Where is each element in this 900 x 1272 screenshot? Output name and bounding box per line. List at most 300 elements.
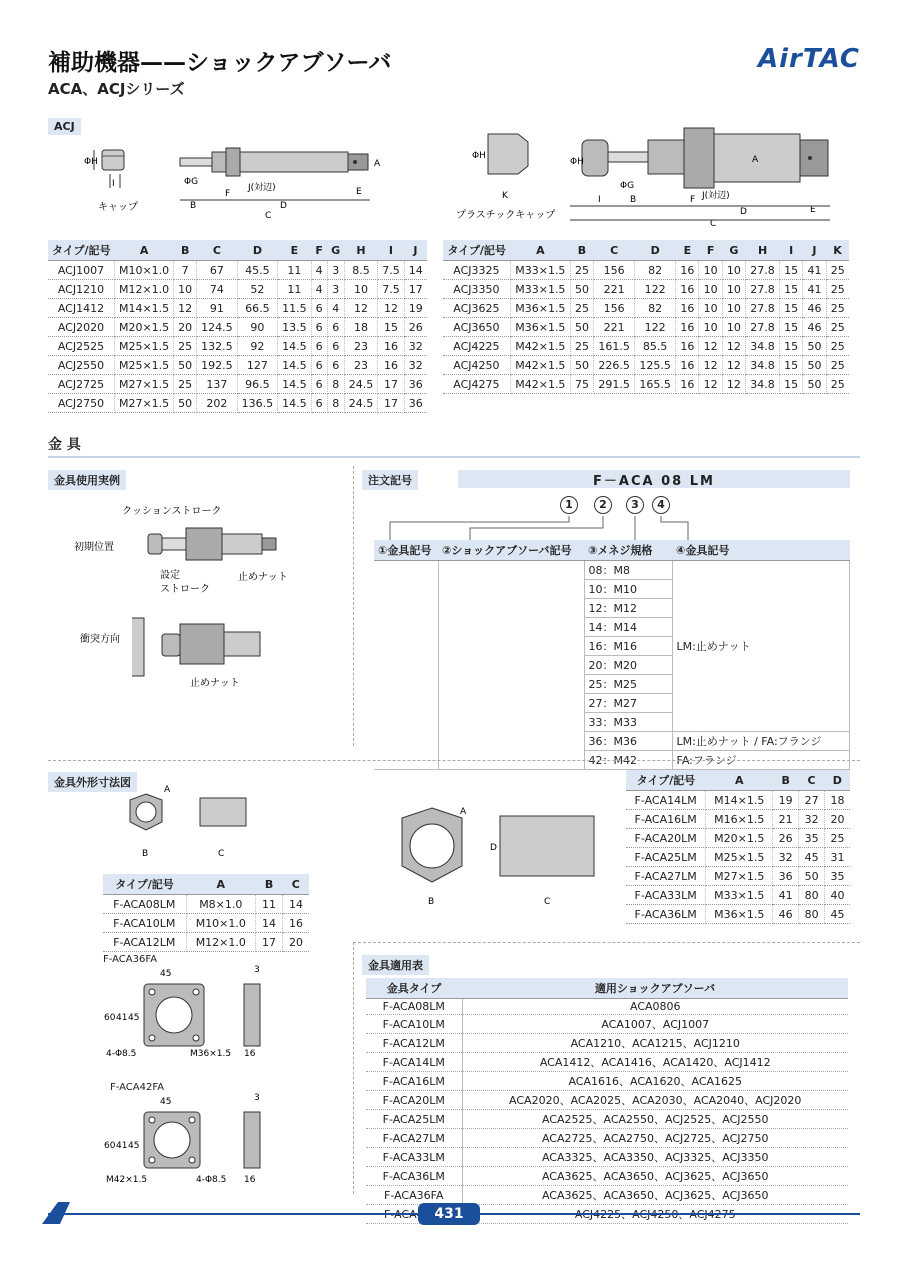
table-cell: 24.5 — [344, 375, 378, 394]
table-cell: 14.5 — [278, 394, 312, 413]
d1-a: A — [374, 159, 381, 169]
thread-spec-cell: 36：M36 — [584, 732, 672, 751]
table-cell: 12 — [699, 337, 722, 356]
table-cell: M27×1.5 — [706, 867, 773, 886]
col-header: タイプ/記号 — [626, 770, 706, 791]
table-row — [48, 280, 427, 299]
table-cell: 35 — [825, 867, 850, 886]
table-cell: 25 — [826, 375, 849, 394]
table-cell: 6 — [311, 299, 327, 318]
table-cell: 124.5 — [197, 318, 238, 337]
table-row — [48, 356, 427, 375]
col-header: 金具タイプ — [366, 978, 462, 999]
table-cell: 6 — [311, 394, 327, 413]
table-cell: 127 — [237, 356, 278, 375]
table-cell: ACA1616、ACA1620、ACA1625 — [462, 1072, 848, 1091]
table-row — [626, 867, 850, 886]
table-cell: F-ACA14LM — [366, 1053, 462, 1072]
table-cell: M33×1.5 — [706, 886, 773, 905]
table-cell: 82 — [635, 261, 676, 280]
d1-f: F — [225, 189, 231, 199]
table-cell: ACA3625、ACA3650、ACJ3625、ACJ3650 — [462, 1167, 848, 1186]
sn-a: A — [164, 785, 171, 795]
d1-j: J(対辺) — [248, 183, 276, 193]
table-cell: ACJ3625 — [443, 299, 510, 318]
table-cell: 132.5 — [197, 337, 238, 356]
f42-h41: 41 — [116, 1141, 128, 1151]
f36-thread: M36×1.5 — [190, 1049, 232, 1059]
table-row — [626, 829, 850, 848]
table-cell: F-ACA36LM — [366, 1167, 462, 1186]
table-cell: 50 — [570, 318, 593, 337]
table-cell: 17 — [404, 280, 427, 299]
table-cell: ACJ4250 — [443, 356, 510, 375]
f36-hole: 4-Φ8.5 — [106, 1049, 137, 1059]
table-cell: 14 — [256, 914, 283, 933]
col-header: 適用ショックアブソーバ — [462, 978, 848, 999]
table-cell: 14.5 — [278, 356, 312, 375]
table-row — [366, 1110, 848, 1129]
col-header: E — [676, 240, 699, 261]
table-cell: 16 — [676, 337, 699, 356]
table-cell: 12 — [378, 299, 405, 318]
table-cell: ACJ3650 — [443, 318, 510, 337]
table-cell: 15 — [780, 375, 803, 394]
table-cell: 8.5 — [344, 261, 378, 280]
col-header: A — [186, 874, 256, 895]
table-cell: M27×1.5 — [114, 375, 173, 394]
fitting-lm-cell: LM:止めナット — [672, 561, 850, 732]
plastic-cap-label: プラスチックキャップ — [456, 210, 556, 221]
table-cell: 16 — [676, 375, 699, 394]
table-cell — [438, 561, 584, 770]
table-cell: 85.5 — [635, 337, 676, 356]
thread-spec-cell: 10：M10 — [584, 580, 672, 599]
table-row — [443, 337, 849, 356]
acj-table-2 — [443, 240, 849, 394]
dims-tag: 金具外形寸法図 — [48, 772, 137, 792]
col-header: B — [174, 240, 197, 261]
table-cell: M8×1.0 — [186, 895, 256, 914]
table-cell: 12 — [722, 337, 745, 356]
table-row — [443, 261, 849, 280]
fitting-fa-cell: FA:フランジ — [672, 751, 850, 770]
table-cell: F-ACA36LM — [626, 905, 706, 924]
table-cell: 6 — [327, 356, 344, 375]
col-header: A — [114, 240, 173, 261]
table-cell: 35 — [799, 829, 825, 848]
table-cell: M33×1.5 — [510, 261, 570, 280]
table-row — [626, 810, 850, 829]
stroke-label: ストローク — [160, 584, 210, 595]
table-cell: 12 — [722, 375, 745, 394]
table-cell: 20 — [283, 933, 309, 952]
col-header: D — [635, 240, 676, 261]
table-cell: 80 — [799, 905, 825, 924]
table-cell: 36 — [773, 867, 799, 886]
table-cell: F-ACA20LM — [366, 1091, 462, 1110]
table-row — [366, 999, 848, 1015]
table-cell: 27 — [799, 791, 825, 810]
table-cell: M14×1.5 — [706, 791, 773, 810]
table-cell: ACA1210、ACA1215、ACJ1210 — [462, 1034, 848, 1053]
initial-position-label: 初期位置 — [74, 542, 114, 553]
d1-b: B — [190, 201, 197, 211]
table-cell: 15 — [780, 261, 803, 280]
table-cell: F-ACA33LM — [366, 1148, 462, 1167]
table-cell: 20 — [174, 318, 197, 337]
table-cell: 75 — [570, 375, 593, 394]
table-cell: ACJ2525 — [48, 337, 114, 356]
d2-c: C — [710, 219, 717, 229]
table-cell: 10 — [722, 299, 745, 318]
f42-t16: 16 — [244, 1175, 256, 1185]
ln-b: B — [428, 897, 435, 907]
table-cell: 10 — [174, 280, 197, 299]
table-cell: 291.5 — [594, 375, 635, 394]
d2-a: A — [752, 155, 759, 165]
table-cell: 15 — [780, 337, 803, 356]
table-cell: 67 — [197, 261, 238, 280]
brand-logo: AirTAC — [758, 44, 860, 74]
table-cell: 6 — [327, 337, 344, 356]
col-header: ③メネジ規格 — [584, 540, 672, 561]
table-cell: M25×1.5 — [114, 356, 173, 375]
table-cell: ACA2525、ACA2550、ACJ2525、ACJ2550 — [462, 1110, 848, 1129]
table-cell: 12 — [699, 375, 722, 394]
table-cell: 6 — [311, 375, 327, 394]
table-cell: M25×1.5 — [114, 337, 173, 356]
pcap-k: K — [502, 191, 508, 201]
table-cell: 25 — [826, 337, 849, 356]
table-cell: F-ACA33LM — [626, 886, 706, 905]
table-cell: 25 — [174, 337, 197, 356]
table-cell: ACJ1007 — [48, 261, 114, 280]
fittings-title: 金 具 — [48, 437, 81, 453]
col-header: ④金具記号 — [672, 540, 850, 561]
f36-h41: 41 — [116, 1013, 128, 1023]
table-cell: F-ACA20LM — [626, 829, 706, 848]
table-cell: 15 — [378, 318, 405, 337]
table-cell: 11.5 — [278, 299, 312, 318]
table-cell: 18 — [344, 318, 378, 337]
table-cell: 122 — [635, 318, 676, 337]
col-header: A — [510, 240, 570, 261]
table-cell: M36×1.5 — [510, 318, 570, 337]
order-tag: 注文記号 — [362, 470, 418, 490]
table-cell: 50 — [570, 356, 593, 375]
table-row — [366, 1186, 848, 1205]
table-cell: 46 — [773, 905, 799, 924]
table-cell: 31 — [825, 848, 850, 867]
table-row — [103, 933, 309, 952]
table-cell: 23 — [344, 337, 378, 356]
table-cell: 10 — [699, 299, 722, 318]
table-cell: 202 — [197, 394, 238, 413]
table-cell: 74 — [197, 280, 238, 299]
thread-spec-cell: 42：M42 — [584, 751, 672, 770]
table-row — [626, 791, 850, 810]
table-cell: 36 — [404, 394, 427, 413]
table-cell: 137 — [197, 375, 238, 394]
table-cell: 16 — [676, 318, 699, 337]
table-cell: 6 — [311, 337, 327, 356]
table-cell: 16 — [378, 356, 405, 375]
table-row — [366, 1129, 848, 1148]
table-cell: 3 — [327, 261, 344, 280]
table-cell: ACJ2750 — [48, 394, 114, 413]
col-header: タイプ/記号 — [103, 874, 186, 895]
acj-table-1 — [48, 240, 427, 413]
table-row — [103, 895, 309, 914]
thread-spec-cell: 12：M12 — [584, 599, 672, 618]
table-cell: 50 — [803, 356, 826, 375]
table-cell: ACA3625、ACA3650、ACJ3625、ACJ3650 — [462, 1186, 848, 1205]
large-nut-drawing — [380, 790, 610, 910]
table-cell: 14.5 — [278, 337, 312, 356]
fitting-lm-fa-cell: LM:止めナット / FA:フランジ — [672, 732, 850, 751]
table-cell: 36 — [404, 375, 427, 394]
f36-h45: 45 — [128, 1013, 140, 1023]
col-header: C — [594, 240, 635, 261]
table-cell: 10 — [699, 261, 722, 280]
thread-spec-cell: 14：M14 — [584, 618, 672, 637]
table-cell: M14×1.5 — [114, 299, 173, 318]
table-cell: 12 — [344, 299, 378, 318]
col-header: B — [570, 240, 593, 261]
large-fitting-table — [626, 770, 850, 924]
table-cell: 7 — [174, 261, 197, 280]
table-cell: 8 — [327, 394, 344, 413]
table-cell: 17 — [378, 375, 405, 394]
f42-thread: M42×1.5 — [106, 1175, 148, 1185]
table-cell: 7.5 — [378, 280, 405, 299]
table-cell: 10 — [699, 280, 722, 299]
table-cell: 17 — [256, 933, 283, 952]
col-header: ①金具記号 — [374, 540, 438, 561]
table-cell: M12×1.0 — [186, 933, 256, 952]
d2-b: B — [630, 195, 637, 205]
col-header: H — [746, 240, 780, 261]
table-cell: 156 — [594, 261, 635, 280]
table-cell: F-ACA27LM — [626, 867, 706, 886]
table-row — [48, 261, 427, 280]
table-cell: 15 — [780, 299, 803, 318]
d2-e: E — [810, 205, 816, 215]
table-cell: 13.5 — [278, 318, 312, 337]
table-cell: 50 — [799, 867, 825, 886]
set-label: 設定 — [160, 570, 180, 581]
d2-f: F — [690, 195, 696, 205]
thread-spec-cell: 25：M25 — [584, 675, 672, 694]
table-cell: F-ACA12LM — [366, 1034, 462, 1053]
col-header: D — [237, 240, 278, 261]
table-cell: 52 — [237, 280, 278, 299]
table-cell: 66.5 — [237, 299, 278, 318]
table-cell: 4 — [327, 299, 344, 318]
table-row — [443, 280, 849, 299]
table-cell: 6 — [311, 318, 327, 337]
table-cell: 7.5 — [378, 261, 405, 280]
table-cell: ACA0806 — [462, 999, 848, 1015]
table-cell: M16×1.5 — [706, 810, 773, 829]
col-header: J — [803, 240, 826, 261]
table-cell: 12 — [722, 356, 745, 375]
sn-b: B — [142, 849, 149, 859]
table-cell: 80 — [799, 886, 825, 905]
thread-spec-cell: 27：M27 — [584, 694, 672, 713]
table-cell: 46 — [803, 318, 826, 337]
table-cell: 20 — [825, 810, 850, 829]
f36-t16: 16 — [244, 1049, 256, 1059]
f36-t3: 3 — [254, 965, 260, 975]
table-cell: 50 — [570, 280, 593, 299]
table-cell: 45.5 — [237, 261, 278, 280]
table-cell: M10×1.0 — [114, 261, 173, 280]
table-cell: 14 — [283, 895, 309, 914]
table-row — [366, 1072, 848, 1091]
table-cell: 50 — [174, 394, 197, 413]
col-header: J — [404, 240, 427, 261]
table-cell: 18 — [825, 791, 850, 810]
table-row — [366, 1015, 848, 1034]
thread-spec-cell: 20：M20 — [584, 656, 672, 675]
cap-i: I — [112, 179, 115, 189]
table-cell: ACJ3325 — [443, 261, 510, 280]
table-cell: 10 — [722, 280, 745, 299]
d2-phi-g: ΦG — [620, 181, 635, 191]
table-cell: F-ACA36FA — [366, 1186, 462, 1205]
table-cell: ACA2020、ACA2025、ACA2030、ACA2040、ACJ2020 — [462, 1091, 848, 1110]
col-header: C — [799, 770, 825, 791]
table-cell: 12 — [699, 356, 722, 375]
table-cell: 26 — [404, 318, 427, 337]
flange36-name: F-ACA36FA — [103, 954, 158, 965]
usage-tag: 金具使用実例 — [48, 470, 126, 490]
d2-i: I — [598, 195, 601, 205]
table-cell: F-ACA10LM — [103, 914, 186, 933]
ln-a: A — [460, 807, 467, 817]
table-cell: 41 — [803, 261, 826, 280]
table-row — [48, 318, 427, 337]
table-cell: 25 — [826, 356, 849, 375]
table-cell: 221 — [594, 280, 635, 299]
table-cell: 12 — [174, 299, 197, 318]
table-row — [366, 1148, 848, 1167]
col-header: B — [256, 874, 283, 895]
table-row — [443, 299, 849, 318]
table-cell: 226.5 — [594, 356, 635, 375]
table-row — [48, 337, 427, 356]
col-header: I — [378, 240, 405, 261]
col-header: タイプ/記号 — [443, 240, 510, 261]
table-cell: ACA1412、ACA1416、ACA1420、ACJ1412 — [462, 1053, 848, 1072]
table-cell: 96.5 — [237, 375, 278, 394]
table-cell: M42×1.5 — [510, 375, 570, 394]
table-cell: M36×1.5 — [510, 299, 570, 318]
table-cell: 3 — [327, 280, 344, 299]
table-cell: 16 — [283, 914, 309, 933]
f42-w: 45 — [160, 1097, 172, 1107]
table-cell: F-ACA25LM — [626, 848, 706, 867]
table-cell: ACJ1412 — [48, 299, 114, 318]
table-cell: 25 — [174, 375, 197, 394]
table-cell: 34.8 — [746, 337, 780, 356]
table-cell: M25×1.5 — [706, 848, 773, 867]
table-cell: 27.8 — [746, 299, 780, 318]
order-num-2: 2 — [594, 496, 612, 514]
table-row — [366, 1034, 848, 1053]
table-cell: ACJ4275 — [443, 375, 510, 394]
table-cell: ACA1007、ACJ1007 — [462, 1015, 848, 1034]
table-cell: ACJ2020 — [48, 318, 114, 337]
table-cell: ACA3325、ACA3350、ACJ3325、ACJ3350 — [462, 1148, 848, 1167]
table-cell: F-ACA16LM — [366, 1072, 462, 1091]
pcap-phi-h: ΦH — [472, 151, 486, 161]
table-cell: 221 — [594, 318, 635, 337]
thread-spec-cell: 16：M16 — [584, 637, 672, 656]
col-header: ②ショックアブソーバ記号 — [438, 540, 584, 561]
table-cell: F-ACA12LM — [103, 933, 186, 952]
table-cell: 32 — [773, 848, 799, 867]
table-row — [626, 905, 850, 924]
table-cell: 6 — [327, 318, 344, 337]
thread-spec-cell: 08：M8 — [584, 561, 672, 580]
flange36-drawing — [100, 964, 270, 1064]
table-cell: 15 — [780, 356, 803, 375]
table-cell: M42×1.5 — [510, 337, 570, 356]
acj-small-drawing — [80, 138, 420, 226]
table-cell: 17 — [378, 394, 405, 413]
table-cell: 46 — [803, 299, 826, 318]
cap-phi-h: ΦH — [84, 157, 98, 167]
table-row — [626, 848, 850, 867]
table-cell: 34.8 — [746, 356, 780, 375]
col-header: E — [278, 240, 312, 261]
acj-large-drawing — [456, 118, 860, 229]
ln-c: C — [544, 897, 551, 907]
cushion-stroke-label: クッションストローク — [122, 506, 222, 517]
col-header: C — [283, 874, 309, 895]
table-cell: 19 — [404, 299, 427, 318]
table-cell: M20×1.5 — [706, 829, 773, 848]
table-cell: 16 — [676, 299, 699, 318]
table-cell: 50 — [803, 375, 826, 394]
table-cell: F-ACA10LM — [366, 1015, 462, 1034]
col-header: G — [327, 240, 344, 261]
table-cell: 50 — [174, 356, 197, 375]
table-cell: 82 — [635, 299, 676, 318]
acj-tag: ACJ — [48, 118, 81, 135]
table-cell: 192.5 — [197, 356, 238, 375]
f42-h60: 60 — [104, 1141, 116, 1151]
table-cell: 25 — [826, 280, 849, 299]
table-cell: F-ACA14LM — [626, 791, 706, 810]
table-cell: F-ACA25LM — [366, 1110, 462, 1129]
table-cell: 16 — [676, 356, 699, 375]
table-cell: M12×1.0 — [114, 280, 173, 299]
table-cell: 26 — [773, 829, 799, 848]
table-cell: 24.5 — [344, 394, 378, 413]
d2-d: D — [740, 207, 747, 217]
table-cell: M27×1.5 — [114, 394, 173, 413]
d2-j: J(対辺) — [702, 191, 730, 201]
table-cell: 23 — [344, 356, 378, 375]
table-cell: F-ACA08LM — [366, 999, 462, 1015]
d1-e: E — [356, 187, 362, 197]
footer-logo-icon — [40, 1200, 76, 1226]
flange42-drawing — [100, 1092, 270, 1192]
